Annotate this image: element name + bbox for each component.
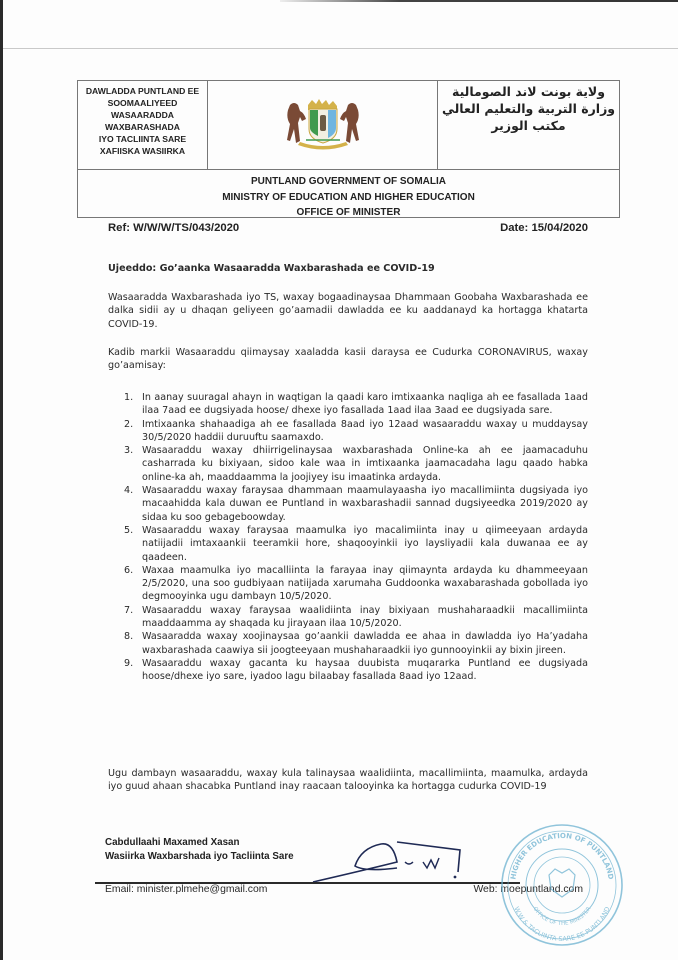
letterhead-english bbox=[78, 170, 619, 221]
footer-website: Web: moepuntland.com bbox=[473, 884, 583, 895]
reference-date-row bbox=[108, 222, 588, 234]
letterhead-arabic bbox=[438, 81, 619, 169]
subject-line: Ujeeddo: Go’aanka Wasaaradda Waxbarashada ee COVID-19 bbox=[108, 263, 435, 274]
decision-item bbox=[124, 418, 588, 445]
decision-item bbox=[124, 657, 588, 684]
stamp-inner-text: OFFICE OF THE MINISTER bbox=[531, 906, 593, 928]
scan-edge-top bbox=[280, 0, 678, 2]
decision-text: Wasaaraddu waxay faraysaa maamulka iyo macalimiinta inay u qiimeeyaan ardayda natiijadii imtaxaankii teeramkii hore, shaqooyinkii iyo laysliyadii kala duwanaa ee ay qaadeen. bbox=[142, 524, 588, 563]
left-horse bbox=[287, 103, 306, 143]
letterhead-english-line: MINISTRY OF EDUCATION AND HIGHER EDUCATION bbox=[222, 191, 475, 203]
decision-text: In aanay suuragal ahayn in waqtigan la qaadi karo imtixaanka naqliga ah ee fasallada 1aad ilaa 7aad ee dugsiyada hoose/ dhexe iyo fasallada 1aad ilaa 3aad ee dugsiyada sare. bbox=[142, 392, 588, 417]
decision-number: 6. bbox=[124, 564, 134, 576]
letterhead-somali-line: IYO TACLIINTA SARE bbox=[98, 134, 187, 144]
letterhead-emblem-cell bbox=[208, 81, 438, 169]
decision-text: Wasaaraddu waxay gacanta ku haysaa duubista muqararka Puntland ee dugsiyada hoose/dhexe iyo sare, iyadoo lagu bilaabay fasallada 8aad iyo 12aad. bbox=[142, 657, 588, 683]
paper-fold-line bbox=[3, 48, 678, 49]
handwritten-signature bbox=[305, 832, 485, 888]
decision-text: Wasaaraddu waxay faraysaa dhammaan maamulayaasha iyo macallimiinta dugsiyada iyo macaahidda kala duwan ee Puntland in waxbarashadii sannad dugsiyeedka 2019/2020 ay sidaa ku soo gebageboowday. bbox=[142, 485, 588, 523]
signatory-title: Wasiirka Waxbarshada iyo Tacliinta Sare bbox=[105, 851, 294, 862]
decision-item bbox=[124, 524, 588, 564]
decision-number: 7. bbox=[124, 604, 134, 616]
coat-of-arms-emblem bbox=[278, 95, 368, 155]
letterhead-top-row bbox=[78, 81, 619, 170]
signatory-block bbox=[105, 836, 294, 864]
decision-item bbox=[124, 444, 588, 484]
svg-text:OFFICE OF THE MINISTER bbox=[532, 906, 593, 927]
reference-number: Ref: W/W/W/TS/043/2020 bbox=[108, 222, 240, 234]
decision-item bbox=[124, 564, 588, 604]
letterhead-somali-line: WASAARADDA WAXBARASHADA bbox=[105, 110, 180, 132]
letterhead bbox=[77, 80, 620, 218]
decision-number: 4. bbox=[124, 485, 134, 497]
decision-number: 3. bbox=[124, 445, 134, 457]
signatory-name: Cabdullaahi Maxamed Xasan bbox=[105, 837, 240, 848]
letterhead-somali-line: DAWLADDA PUNTLAND EE bbox=[85, 86, 200, 96]
decisions-list bbox=[124, 391, 588, 684]
decision-text: Wasaaraddu waxay faraysaa waalidiinta inay bixiyaan mushaharaadkii macallimiinta maaddaamma ay shaqada ku jirayaan ilaa 10/5/2020. bbox=[142, 604, 588, 630]
intro-paragraph: Wasaaradda Waxbarashada iyo TS, waxay bogaadinaysaa Dhammaan Goobaha Waxbarashada ee dalka sidii ay u dhaqan geliyeen go’aamadii dawladda ee ku aaddanayd ka hortagga khatarta COVID-19. bbox=[108, 292, 588, 330]
decision-text: Imtixaanka shahaadiga ah ee fasallada 8aad iyo 12aad wasaaraddu waxay u muddaysay 30/5/2020 haddii duruuftu saamaxdo. bbox=[142, 418, 588, 443]
letterhead-english-line: OFFICE OF MINISTER bbox=[296, 207, 401, 218]
stamp-lower-text: W.W & TACLIINTA SARE EE PUNTLAND bbox=[512, 905, 612, 944]
stamp-outer-text: HIGHER EDUCATION OF PUNTLAND bbox=[509, 831, 615, 881]
letterhead-somali-line: SOOMAALIYEED bbox=[107, 98, 178, 108]
decision-item bbox=[124, 484, 588, 524]
document-date: Date: 15/04/2020 bbox=[500, 222, 588, 234]
decision-intro-paragraph: Kadib markii Wasaaraddu qiimaysay xaaladda kasii daraysa ee Cudurka CORONAVIRUS, waxay go’aamisay: bbox=[108, 347, 588, 372]
crown bbox=[308, 99, 337, 110]
decision-item bbox=[124, 630, 588, 657]
decision-number: 1. bbox=[124, 392, 134, 403]
letterhead-arabic-line: ولاية بونت لاند الصومالية bbox=[451, 84, 606, 99]
decision-item bbox=[124, 391, 588, 418]
letterhead-english-line: PUNTLAND GOVERNMENT OF SOMALIA bbox=[251, 176, 446, 187]
closing-paragraph: Ugu dambayn wasaaraddu, waxay kula talinaysaa waalidiinta, macallimiinta, maamulka, ardayda iyo guud ahaan shacabka Puntland inay raacaan talooyinka ka hortagga cudurka COVID-19 bbox=[108, 768, 588, 793]
right-horse bbox=[340, 103, 359, 143]
decision-number: 5. bbox=[124, 524, 134, 536]
letterhead-arabic-line: مكتب الوزير bbox=[491, 118, 566, 133]
letterhead-somali-line: XAFIISKA WASIIRKA bbox=[99, 146, 186, 156]
footer-email: Email: minister.plmehe@gmail.com bbox=[105, 884, 268, 895]
scan-edge-left bbox=[0, 0, 3, 960]
ministry-stamp bbox=[497, 820, 627, 950]
decision-text: Wasaaraddu waxay dhiirrigelinaysaa waxbarashada Online-ka ah ee jaamacaduhu casharrada ku bixiyaan, sidoo kale waa in imtixaanka jaamacadaha lagu qaado habka online-ka ah, maaddaamma la joojiyey isu imaatinka ardayda. bbox=[142, 445, 588, 483]
decision-item bbox=[124, 604, 588, 631]
letterhead-somali bbox=[78, 81, 208, 169]
decision-number: 2. bbox=[124, 418, 134, 430]
decision-text: Waxaa maamulka iyo macalliinta la farayaa inay qiimaynta ardayda ku dhammeeyaan 2/5/2020, una soo gudbiyaan natiijada xarumaha Guddoonka waxabarashada gobollada iyo degmooyinka ugu dambayn 10/5/2020. bbox=[142, 564, 588, 603]
decision-number: 9. bbox=[124, 657, 134, 669]
decision-number: 8. bbox=[124, 631, 134, 643]
stamp-center-emblem bbox=[549, 869, 575, 897]
letterhead-arabic-line: وزارة التربية والتعليم العالي bbox=[441, 101, 616, 116]
decision-text: Wasaaradda waxay xoojinaysaa go’aankii dawladda ee ahaa in dawladda iyo Ha’yadaha waxbarashada caawiya sii joogteeyaan mushaharaadkii iyo gunnooyinkii ay bixin jireen. bbox=[142, 631, 588, 656]
